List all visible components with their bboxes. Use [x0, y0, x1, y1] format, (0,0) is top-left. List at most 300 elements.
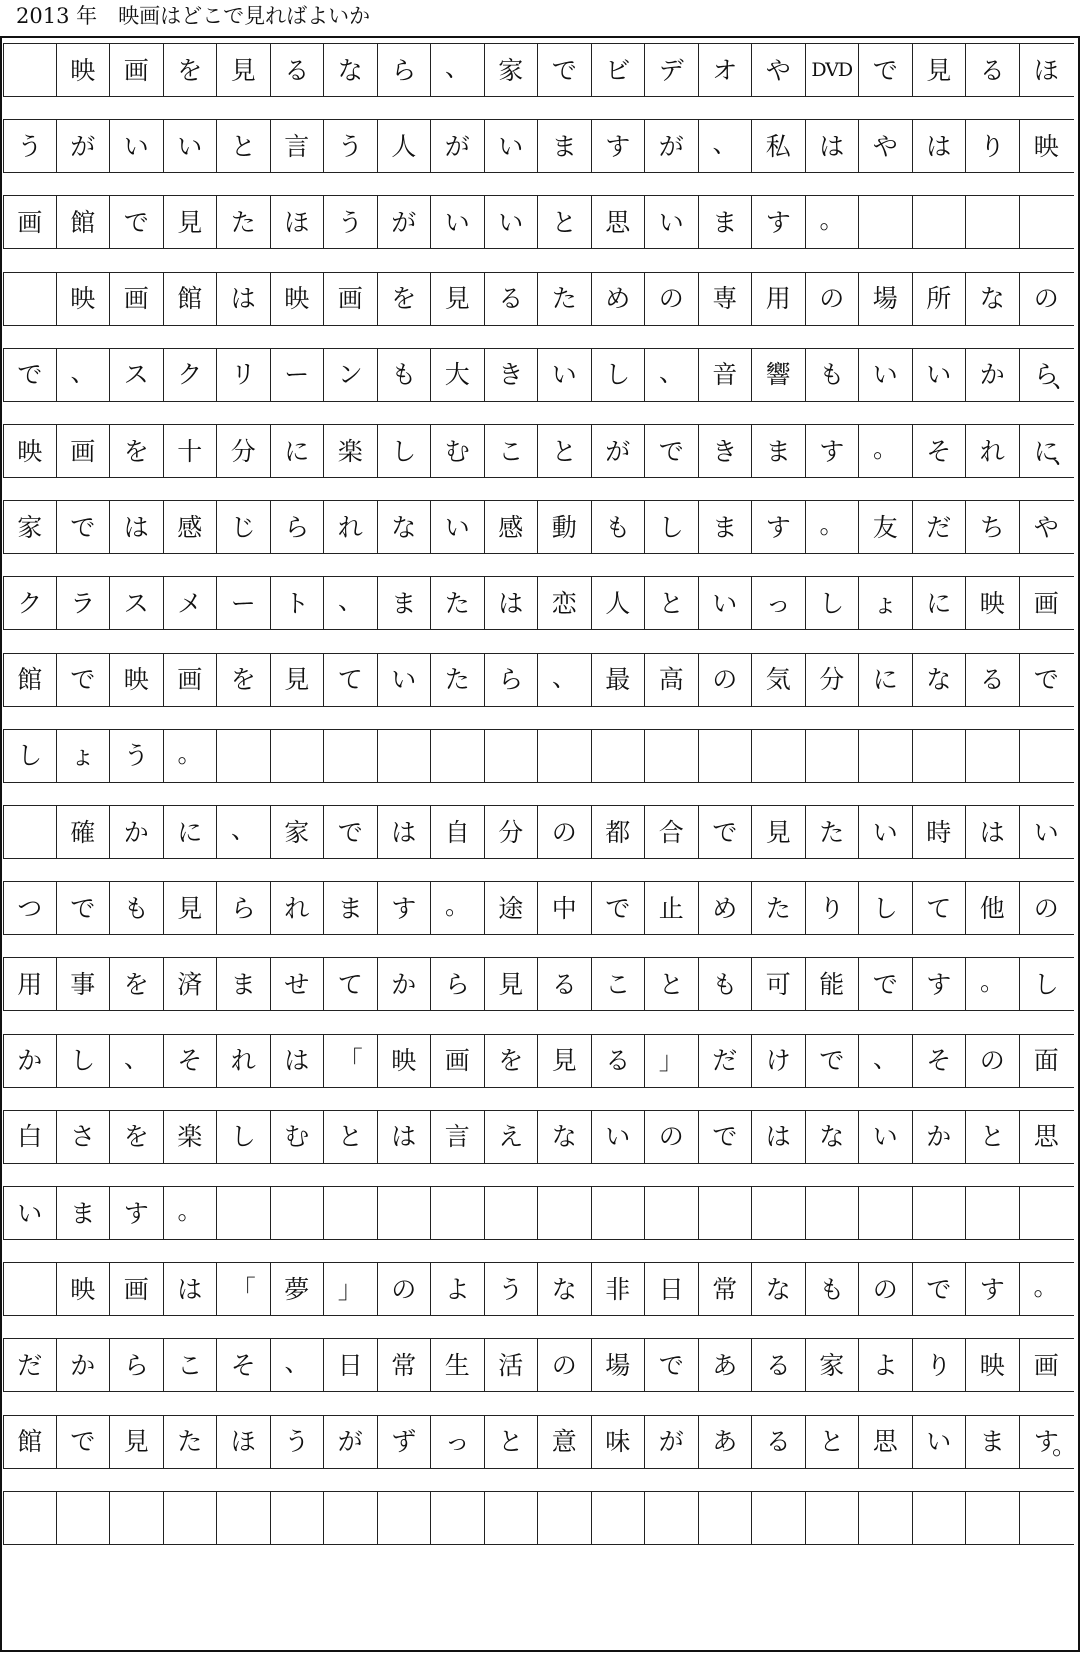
- manuscript-cell: [1020, 196, 1074, 248]
- manuscript-cell: [1020, 1187, 1074, 1239]
- manuscript-cell: 白: [3, 1111, 57, 1163]
- manuscript-cell: ま: [699, 501, 753, 553]
- manuscript-cell: も: [806, 1263, 860, 1315]
- manuscript-cell: る: [592, 1035, 646, 1087]
- manuscript-cell: る: [752, 1416, 806, 1468]
- manuscript-cell: る: [485, 273, 539, 325]
- manuscript-cell: こ: [485, 425, 539, 477]
- manuscript-cell: も: [110, 882, 164, 934]
- manuscript-cell: 見: [164, 196, 218, 248]
- manuscript-cell: ー: [217, 577, 271, 629]
- manuscript-cell: の: [538, 806, 592, 858]
- manuscript-cell: [913, 1492, 967, 1544]
- manuscript-cell: い: [431, 196, 485, 248]
- manuscript-cell: 映: [57, 273, 111, 325]
- manuscript-cell: だ: [699, 1035, 753, 1087]
- manuscript-cell: 響: [752, 349, 806, 401]
- manuscript-cell: と: [324, 1111, 378, 1163]
- manuscript-cell: 大: [431, 349, 485, 401]
- manuscript-row: [3, 1415, 1077, 1469]
- manuscript-cell: 確: [57, 806, 111, 858]
- manuscript-cell: 味: [592, 1416, 646, 1468]
- manuscript-row: [3, 272, 1074, 326]
- manuscript-cell: 意: [538, 1416, 592, 1468]
- manuscript-cell: め: [592, 273, 646, 325]
- manuscript-cell: が: [592, 425, 646, 477]
- manuscript-cell: デ: [645, 44, 699, 96]
- manuscript-cell: 、: [110, 1035, 164, 1087]
- manuscript-cell: ら: [217, 882, 271, 934]
- manuscript-cell: 高: [645, 654, 699, 706]
- manuscript-cell: 見: [913, 44, 967, 96]
- manuscript-cell: ー: [271, 349, 325, 401]
- manuscript-cell: を: [110, 958, 164, 1010]
- manuscript-cell: 館: [3, 1416, 57, 1468]
- manuscript-cell: 中: [538, 882, 592, 934]
- manuscript-cell: の: [966, 1035, 1020, 1087]
- manuscript-cell: 、: [217, 806, 271, 858]
- manuscript-cell: ら: [431, 958, 485, 1010]
- manuscript-row: [3, 729, 1074, 783]
- manuscript-cell: 映: [378, 1035, 432, 1087]
- manuscript-cell: る: [966, 654, 1020, 706]
- manuscript-cell: [752, 730, 806, 782]
- manuscript-cell: ら 、: [1033, 360, 1077, 393]
- manuscript-cell: い: [485, 120, 539, 172]
- manuscript-cell: よ: [431, 1263, 485, 1315]
- manuscript-cell: う: [271, 1416, 325, 1468]
- manuscript-cell: た: [806, 806, 860, 858]
- manuscript-cell: に: [271, 425, 325, 477]
- manuscript-cell: 思: [1033, 1122, 1059, 1152]
- manuscript-cell: も: [806, 349, 860, 401]
- manuscript-cell: の: [1033, 893, 1059, 923]
- manuscript-cell: 所: [913, 273, 967, 325]
- manuscript-cell: い: [699, 577, 753, 629]
- manuscript-cell: ス: [110, 349, 164, 401]
- manuscript-cell: い: [3, 1187, 57, 1239]
- manuscript-cell: 映: [3, 425, 57, 477]
- manuscript-cell: は: [806, 120, 860, 172]
- manuscript-cell: [485, 1492, 539, 1544]
- manuscript-cell: そ: [913, 1035, 967, 1087]
- manuscript-cell: い: [110, 120, 164, 172]
- manuscript-cell: い: [538, 349, 592, 401]
- manuscript-cell: 家: [271, 806, 325, 858]
- manuscript-cell: き: [485, 349, 539, 401]
- manuscript-cell: を: [110, 1111, 164, 1163]
- manuscript-cell: ト: [271, 577, 325, 629]
- manuscript-cell: 活: [485, 1339, 539, 1391]
- manuscript-cell: [913, 1187, 967, 1239]
- manuscript-cell: で: [699, 806, 753, 858]
- manuscript-cell: 分: [217, 425, 271, 477]
- manuscript-cell: す: [806, 425, 860, 477]
- manuscript-cell: [592, 1187, 646, 1239]
- manuscript-cell: は: [485, 577, 539, 629]
- manuscript-cell: [3, 44, 57, 96]
- manuscript-cell: 思: [859, 1416, 913, 1468]
- manuscript-cell: て: [324, 958, 378, 1010]
- manuscript-cell: [913, 196, 967, 248]
- manuscript-cell: で: [592, 882, 646, 934]
- manuscript-cell: [431, 1187, 485, 1239]
- manuscript-cell: で: [538, 44, 592, 96]
- manuscript-cell: こ: [164, 1339, 218, 1391]
- manuscript-cell: 言: [431, 1111, 485, 1163]
- manuscript-cell: 。: [431, 882, 485, 934]
- manuscript-cell: ち: [966, 501, 1020, 553]
- manuscript-row: [3, 1338, 1074, 1392]
- manuscript-cell: し: [592, 349, 646, 401]
- manuscript-cell: [859, 1187, 913, 1239]
- manuscript-cell: [645, 1492, 699, 1544]
- manuscript-row: [3, 119, 1074, 173]
- manuscript-cell: の: [859, 1263, 913, 1315]
- manuscript-cell: と: [645, 958, 699, 1010]
- manuscript-cell: リ: [217, 349, 271, 401]
- manuscript-cell: 館: [164, 273, 218, 325]
- manuscript-row: [3, 195, 1074, 249]
- manuscript-cell: れ: [271, 882, 325, 934]
- manuscript-cell: 楽: [324, 425, 378, 477]
- manuscript-cell: い: [859, 806, 913, 858]
- manuscript-cell: 」: [324, 1263, 378, 1315]
- manuscript-cell: 見: [752, 806, 806, 858]
- manuscript-cell: DVD: [806, 44, 860, 96]
- manuscript-cell: 非: [592, 1263, 646, 1315]
- manuscript-cell: っ: [431, 1416, 485, 1468]
- manuscript-cell: 常: [378, 1339, 432, 1391]
- manuscript-cell: そ: [217, 1339, 271, 1391]
- manuscript-cell: だ: [3, 1339, 57, 1391]
- manuscript-cell: せ: [271, 958, 325, 1010]
- manuscript-cell: ま: [324, 882, 378, 934]
- manuscript-cell: の: [378, 1263, 432, 1315]
- manuscript-cell: に 、: [1033, 436, 1077, 469]
- manuscript-cell: や: [752, 44, 806, 96]
- manuscript-row: [3, 1186, 1074, 1240]
- manuscript-cell: や: [1033, 512, 1059, 542]
- manuscript-cell: 映: [110, 654, 164, 706]
- manuscript-cell: ほ: [217, 1416, 271, 1468]
- manuscript-cell: [164, 1492, 218, 1544]
- manuscript-cell: [859, 1492, 913, 1544]
- manuscript-cell: す: [752, 196, 806, 248]
- manuscript-cell: ま: [538, 120, 592, 172]
- manuscript-cell: で: [645, 425, 699, 477]
- manuscript-cell: 画: [110, 273, 164, 325]
- manuscript-cell: め: [699, 882, 753, 934]
- manuscript-cell: 映: [271, 273, 325, 325]
- manuscript-cell: 画: [431, 1035, 485, 1087]
- manuscript-row: [3, 500, 1074, 554]
- manuscript-cell: で: [57, 882, 111, 934]
- manuscript-cell: ょ: [859, 577, 913, 629]
- manuscript-cell: は: [913, 120, 967, 172]
- manuscript-cell: [1020, 730, 1074, 782]
- manuscript-cell: を: [378, 273, 432, 325]
- manuscript-cell: を: [110, 425, 164, 477]
- manuscript-cell: で: [324, 806, 378, 858]
- manuscript-cell: い: [913, 1416, 967, 1468]
- manuscript-cell: と: [217, 120, 271, 172]
- overflow-punctuation: 、: [1051, 363, 1077, 393]
- manuscript-cell: て: [324, 654, 378, 706]
- manuscript-cell: [752, 1187, 806, 1239]
- manuscript-cell: [324, 1492, 378, 1544]
- manuscript-cell: で: [806, 1035, 860, 1087]
- manuscript-cell: 場: [592, 1339, 646, 1391]
- manuscript-cell: [378, 730, 432, 782]
- manuscript-cell: [806, 1492, 860, 1544]
- manuscript-cell: は: [110, 501, 164, 553]
- manuscript-cell: 済: [164, 958, 218, 1010]
- manuscript-cell: し: [1033, 969, 1059, 999]
- manuscript-cell: 画: [110, 1263, 164, 1315]
- manuscript-cell: て: [913, 882, 967, 934]
- manuscript-cell: [271, 1492, 325, 1544]
- manuscript-cell: 時: [913, 806, 967, 858]
- manuscript-cell: う: [324, 120, 378, 172]
- manuscript-cell: ら: [485, 654, 539, 706]
- manuscript-cell: [699, 1492, 753, 1544]
- manuscript-cell: 家: [485, 44, 539, 96]
- manuscript-cell: は: [378, 1111, 432, 1163]
- manuscript-cell: で: [110, 196, 164, 248]
- manuscript-cell: 。: [1033, 1272, 1059, 1302]
- manuscript-cell: 感: [164, 501, 218, 553]
- manuscript-cell: な: [913, 654, 967, 706]
- manuscript-cell: な: [378, 501, 432, 553]
- manuscript-cell: 人: [378, 120, 432, 172]
- manuscript-cell: い: [592, 1111, 646, 1163]
- manuscript-cell: 「: [217, 1263, 271, 1315]
- manuscript-cell: し: [859, 882, 913, 934]
- manuscript-cell: で: [1033, 665, 1059, 695]
- manuscript-cell: う: [324, 196, 378, 248]
- manuscript-cell: [271, 730, 325, 782]
- overflow-punctuation: 、: [1051, 440, 1077, 469]
- manuscript-cell: ら: [271, 501, 325, 553]
- manuscript-cell: [3, 1492, 57, 1544]
- manuscript-cell: な: [752, 1263, 806, 1315]
- manuscript-cell: れ: [217, 1035, 271, 1087]
- manuscript-cell: メ: [164, 577, 218, 629]
- manuscript-cell: ず: [378, 1416, 432, 1468]
- manuscript-cell: 分: [806, 654, 860, 706]
- manuscript-cell: で: [3, 349, 57, 401]
- manuscript-cell: [645, 1187, 699, 1239]
- manuscript-cell: 画: [324, 273, 378, 325]
- manuscript-cell: じ: [217, 501, 271, 553]
- manuscript-cell: ビ: [592, 44, 646, 96]
- manuscript-cell: り: [913, 1339, 967, 1391]
- manuscript-cell: に: [859, 654, 913, 706]
- manuscript-cell: ン: [324, 349, 378, 401]
- manuscript-cell: 見: [271, 654, 325, 706]
- manuscript-cell: ま: [378, 577, 432, 629]
- manuscript-cell: 見: [538, 1035, 592, 1087]
- manuscript-row: [3, 881, 1074, 935]
- manuscript-cell: 、: [324, 577, 378, 629]
- manuscript-cell: ら: [378, 44, 432, 96]
- manuscript-cell: 、: [57, 349, 111, 401]
- manuscript-cell: 十: [164, 425, 218, 477]
- manuscript-cell: ク: [164, 349, 218, 401]
- manuscript-row: [3, 43, 1074, 97]
- manuscript-cell: 画: [57, 425, 111, 477]
- manuscript-cell: を: [485, 1035, 539, 1087]
- manuscript-cell: [699, 1187, 753, 1239]
- manuscript-cell: が: [324, 1416, 378, 1468]
- manuscript-cell: [431, 730, 485, 782]
- manuscript-cell: す: [966, 1263, 1020, 1315]
- manuscript-cell: [324, 730, 378, 782]
- manuscript-cell: 見: [485, 958, 539, 1010]
- manuscript-cell: 面: [1033, 1046, 1059, 1076]
- manuscript-cell: 用: [752, 273, 806, 325]
- manuscript-cell: [485, 730, 539, 782]
- manuscript-cell: 動: [538, 501, 592, 553]
- manuscript-cell: や: [859, 120, 913, 172]
- manuscript-cell: 映: [57, 1263, 111, 1315]
- manuscript-cell: の: [645, 1111, 699, 1163]
- manuscript-cell: を: [164, 44, 218, 96]
- manuscript-cell: な: [538, 1263, 592, 1315]
- manuscript-cell: な: [966, 273, 1020, 325]
- manuscript-cell: こ: [592, 958, 646, 1010]
- manuscript-cell: [271, 1187, 325, 1239]
- manuscript-cell: と: [806, 1416, 860, 1468]
- manuscript-cell: 。: [164, 730, 218, 782]
- manuscript-cell: り: [966, 120, 1020, 172]
- manuscript-row: [3, 1110, 1074, 1164]
- manuscript-cell: が: [645, 120, 699, 172]
- manuscript-cell: [752, 1492, 806, 1544]
- manuscript-cell: る: [752, 1339, 806, 1391]
- manuscript-cell: た: [538, 273, 592, 325]
- manuscript-cell: 音: [699, 349, 753, 401]
- manuscript-cell: ス: [110, 577, 164, 629]
- manuscript-cell: [378, 1492, 432, 1544]
- manuscript-cell: と: [485, 1416, 539, 1468]
- manuscript-cell: い: [485, 196, 539, 248]
- manuscript-cell: た: [164, 1416, 218, 1468]
- manuscript-cell: [110, 1492, 164, 1544]
- manuscript-cell: ほ: [271, 196, 325, 248]
- manuscript-cell: り: [806, 882, 860, 934]
- manuscript-cell: た: [217, 196, 271, 248]
- manuscript-cell: で: [699, 1111, 753, 1163]
- manuscript-cell: 専: [699, 273, 753, 325]
- manuscript-cell: [217, 1492, 271, 1544]
- manuscript-cell: 他: [966, 882, 1020, 934]
- manuscript-cell: ま: [57, 1187, 111, 1239]
- manuscript-cell: [645, 730, 699, 782]
- manuscript-cell: が: [645, 1416, 699, 1468]
- manuscript-cell: 、: [271, 1339, 325, 1391]
- manuscript-cell: 見: [110, 1416, 164, 1468]
- manuscript-cell: す: [913, 958, 967, 1010]
- manuscript-cell: 常: [699, 1263, 753, 1315]
- manuscript-cell: の: [645, 273, 699, 325]
- manuscript-cell: [538, 730, 592, 782]
- manuscript-cell: と: [538, 425, 592, 477]
- manuscript-cell: っ: [752, 577, 806, 629]
- manuscript-cell: 都: [592, 806, 646, 858]
- manuscript-cell: そ: [913, 425, 967, 477]
- manuscript-cell: [913, 730, 967, 782]
- manuscript-cell: い: [431, 501, 485, 553]
- manuscript-cell: ま: [217, 958, 271, 1010]
- manuscript-cell: 。: [806, 196, 860, 248]
- manuscript-row: [3, 957, 1074, 1011]
- manuscript-cell: い: [859, 1111, 913, 1163]
- manuscript-cell: す: [752, 501, 806, 553]
- manuscript-cell: で: [913, 1263, 967, 1315]
- manuscript-cell: が: [57, 120, 111, 172]
- manuscript-cell: え: [485, 1111, 539, 1163]
- manuscript-cell: 館: [3, 654, 57, 706]
- manuscript-cell: [966, 196, 1020, 248]
- manuscript-cell: い: [164, 120, 218, 172]
- manuscript-cell: も: [378, 349, 432, 401]
- manuscript-cell: に: [164, 806, 218, 858]
- manuscript-cell: 夢: [271, 1263, 325, 1315]
- manuscript-cell: し: [806, 577, 860, 629]
- manuscript-cell: [378, 1187, 432, 1239]
- manuscript-cell: な: [538, 1111, 592, 1163]
- manuscript-cell: 。: [806, 501, 860, 553]
- manuscript-cell: す: [378, 882, 432, 934]
- manuscript-cell: 日: [324, 1339, 378, 1391]
- manuscript-cell: の: [699, 654, 753, 706]
- manuscript-cell: 私: [752, 120, 806, 172]
- manuscript-cell: 見: [164, 882, 218, 934]
- manuscript-cell: [3, 806, 57, 858]
- manuscript-cell: か: [110, 806, 164, 858]
- manuscript-cell: ラ: [57, 577, 111, 629]
- manuscript-cell: [966, 730, 1020, 782]
- manuscript-cell: 。: [164, 1187, 218, 1239]
- manuscript-cell: し: [57, 1035, 111, 1087]
- manuscript-cell: き: [699, 425, 753, 477]
- manuscript-cell: [592, 1492, 646, 1544]
- manuscript-cell: そ: [164, 1035, 218, 1087]
- manuscript-cell: う: [110, 730, 164, 782]
- manuscript-cell: 最: [592, 654, 646, 706]
- manuscript-cell: か: [913, 1111, 967, 1163]
- manuscript-cell: る: [538, 958, 592, 1010]
- manuscript-cell: [431, 1492, 485, 1544]
- manuscript-cell: 映: [966, 1339, 1020, 1391]
- manuscript-cell: 恋: [538, 577, 592, 629]
- manuscript-cell: 家: [3, 501, 57, 553]
- manuscript-cell: を: [217, 654, 271, 706]
- manuscript-cell: う: [3, 120, 57, 172]
- manuscript-cell: し: [378, 425, 432, 477]
- manuscript-cell: [217, 1187, 271, 1239]
- manuscript-cell: [538, 1492, 592, 1544]
- manuscript-cell: は: [378, 806, 432, 858]
- manuscript-cell: い: [378, 654, 432, 706]
- manuscript-cell: な: [324, 44, 378, 96]
- manuscript-cell: 日: [645, 1263, 699, 1315]
- document-title: 2013 年 映画はどこで見ればよいか: [16, 4, 371, 28]
- manuscript-cell: か: [378, 958, 432, 1010]
- manuscript-cell: ク: [3, 577, 57, 629]
